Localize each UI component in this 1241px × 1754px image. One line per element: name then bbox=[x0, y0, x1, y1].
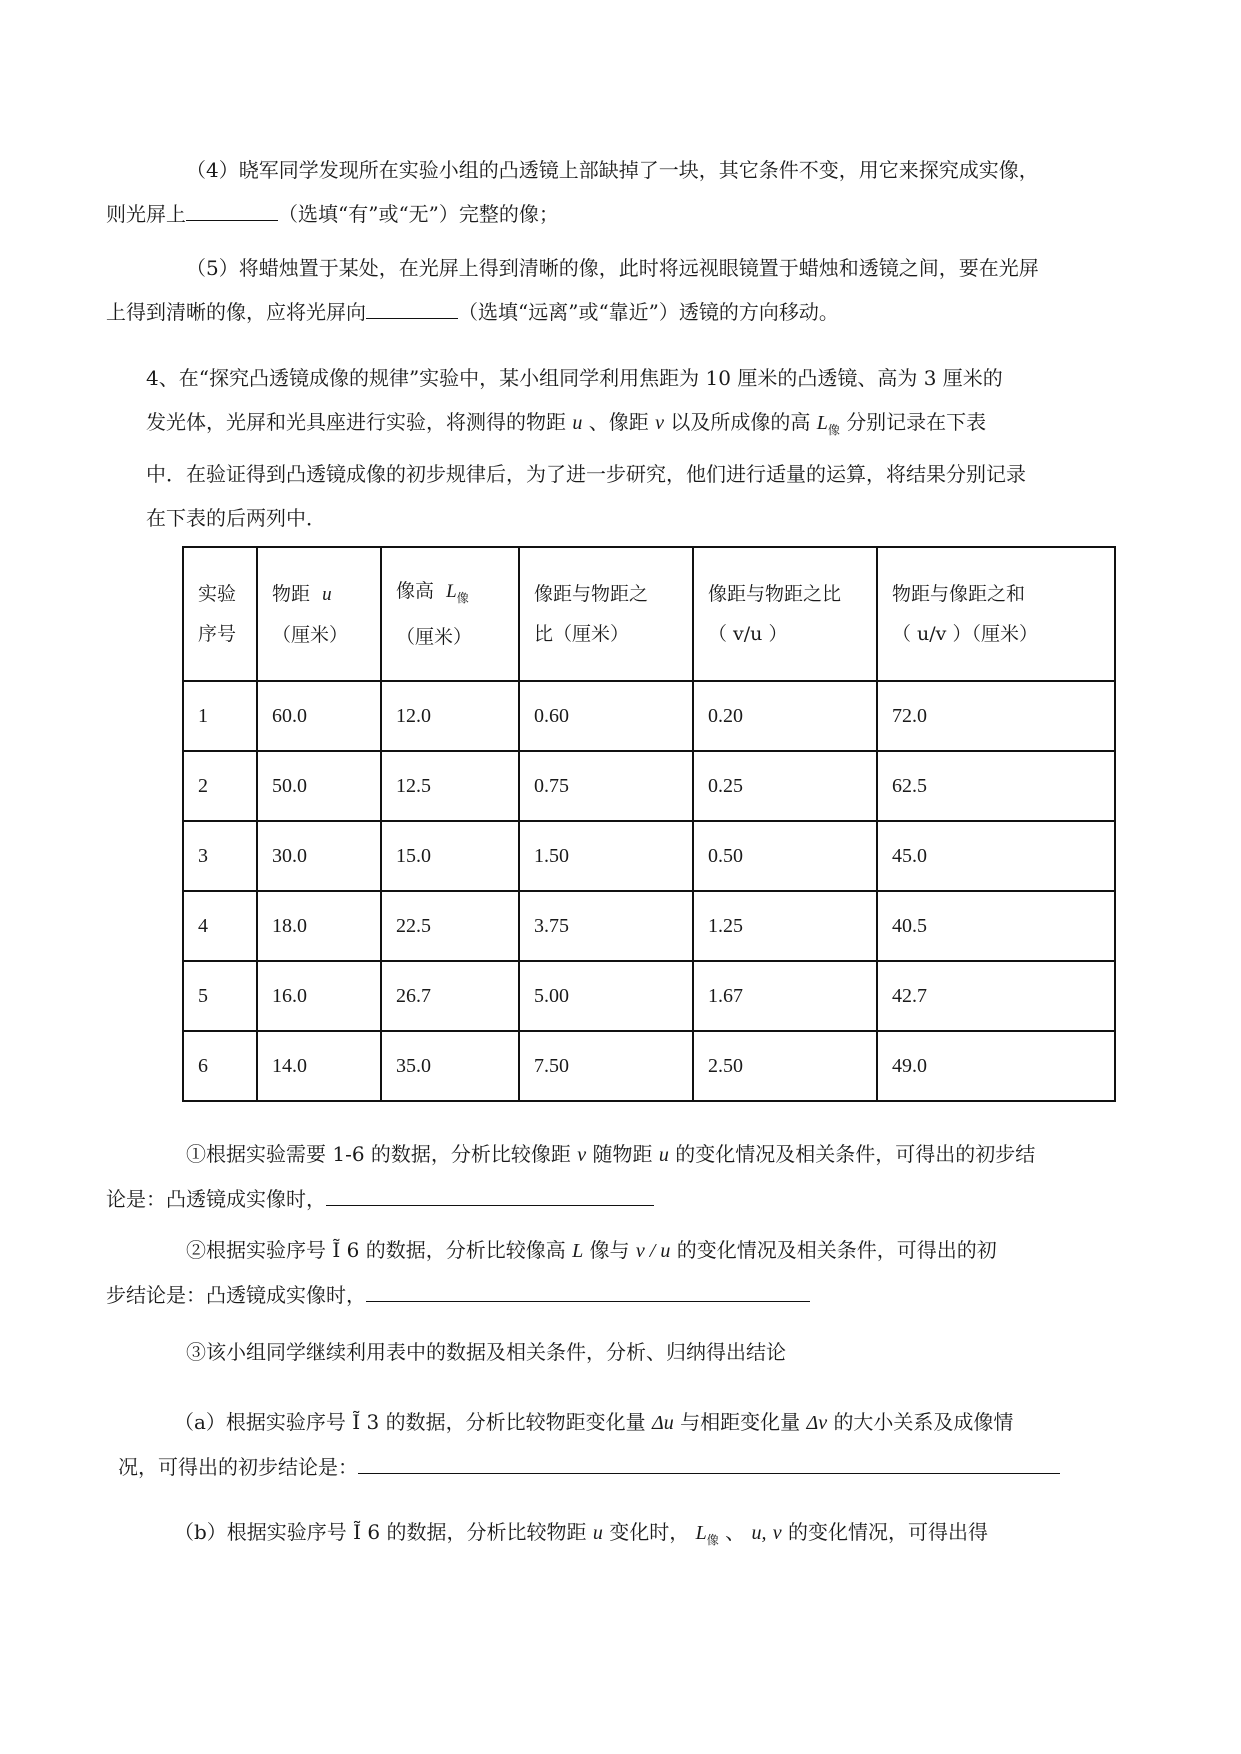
itema-line2: 况，可得出的初步结论是： bbox=[118, 1455, 358, 1479]
table-row bbox=[183, 751, 1115, 821]
table-header-row bbox=[183, 547, 1115, 681]
itemb-text-a: （b）根据实验序号 Ĩ 6 的数据，分析比较物距 bbox=[174, 1520, 587, 1544]
item3-text: ③该小组同学继续利用表中的数据及相关条件，分析、归纳得出结论 bbox=[186, 1340, 786, 1364]
table-cell: 4 bbox=[183, 891, 257, 961]
var-L-sub: 像 bbox=[827, 423, 840, 437]
part4-line1: （4）晓军同学发现所在实验小组的凸透镜上部缺掉了一块，其它条件不变，用它来探究成实像， bbox=[186, 158, 1039, 182]
itema-text-a: （a）根据实验序号 Ĩ 3 的数据，分析比较物距变化量 bbox=[174, 1410, 646, 1434]
item2-line2: 步结论是：凸透镜成实像时， bbox=[106, 1283, 366, 1307]
item-b bbox=[146, 1510, 1146, 1562]
var-u: u bbox=[572, 412, 583, 434]
header-sum-uv: 物距与像距之和 （ u/v ）（厘米） bbox=[877, 547, 1115, 681]
var-v: v bbox=[655, 412, 664, 434]
part5-line1: （5）将蜡烛置于某处，在光屏上得到清晰的像，此时将远视眼镜置于蜡烛和透镜之间，要在光屏 bbox=[186, 256, 1039, 280]
table-cell: 5 bbox=[183, 961, 257, 1031]
itemb-var-v: v bbox=[772, 1522, 782, 1544]
answer-blank-part5[interactable] bbox=[366, 317, 458, 319]
item1-line2: 论是：凸透镜成实像时， bbox=[106, 1187, 326, 1211]
table-cell: 1.67 bbox=[693, 961, 877, 1031]
question-4-intro bbox=[146, 356, 1146, 540]
table-row bbox=[183, 681, 1115, 751]
q4-line3: 中．在验证得到凸透镜成像的初步规律后，为了进一步研究，他们进行适量的运算，将结果分别记录 bbox=[146, 462, 1026, 486]
q4-line2-d: 分别记录在下表 bbox=[846, 410, 987, 434]
q4-line2-b: 、像距 bbox=[588, 410, 649, 434]
item2-text-c: 的变化情况及相关条件，可得出的初 bbox=[676, 1238, 997, 1262]
header-image-height: 像高 $L_像$ （厘米） bbox=[381, 547, 519, 681]
table-cell: 72.0 bbox=[877, 681, 1115, 751]
itema-var-du: Δu bbox=[651, 1412, 674, 1434]
header-ratio-vu: 像距与物距之比 （ v/u ） bbox=[693, 547, 877, 681]
itemb-text-c: 、 bbox=[725, 1520, 746, 1544]
table-cell: 0.20 bbox=[693, 681, 877, 751]
item2-text-b: 像与 bbox=[589, 1238, 630, 1262]
table-cell: 50.0 bbox=[257, 751, 381, 821]
itemb-var-L-sub: 像 bbox=[706, 1533, 719, 1547]
table-cell: 18.0 bbox=[257, 891, 381, 961]
table-cell: 40.5 bbox=[877, 891, 1115, 961]
itemb-text-b: 变化时， bbox=[609, 1520, 690, 1544]
table-cell: 30.0 bbox=[257, 821, 381, 891]
itema-text-c: 的大小关系及成像情 bbox=[833, 1410, 1014, 1434]
header-trial-no: 实验 序号 bbox=[183, 547, 257, 681]
header-ratio-cm: 像距与物距之 比（厘米） bbox=[519, 547, 693, 681]
item2-text-a: ②根据实验序号 Ĩ 6 的数据，分析比较像高 bbox=[186, 1238, 566, 1262]
part4-line2-post: （选填“有”或“无”）完整的像； bbox=[278, 202, 559, 226]
item2-var-L: L bbox=[572, 1240, 584, 1262]
table-cell: 3.75 bbox=[519, 891, 693, 961]
table-cell: 14.0 bbox=[257, 1031, 381, 1101]
table-row bbox=[183, 1031, 1115, 1101]
table-body bbox=[183, 681, 1115, 1101]
table-cell: 2 bbox=[183, 751, 257, 821]
item-a bbox=[118, 1400, 1146, 1489]
table-cell: 42.7 bbox=[877, 961, 1115, 1031]
table-cell: 3 bbox=[183, 821, 257, 891]
itemb-var-L: L bbox=[695, 1522, 707, 1544]
table-cell: 35.0 bbox=[381, 1031, 519, 1101]
q4-line1: 4、在“探究凸透镜成像的规律”实验中，某小组同学利用焦距为 10 厘米的凸透镜、高为 3 厘米的 bbox=[146, 366, 1003, 390]
header-object-distance: 物距 u （厘米） bbox=[257, 547, 381, 681]
item2-var-vu: v / u bbox=[635, 1240, 671, 1262]
part5-line2-post: （选填“远离”或“靠近”）透镜的方向移动。 bbox=[458, 300, 839, 324]
item-3 bbox=[146, 1330, 1146, 1374]
table-row bbox=[183, 821, 1115, 891]
var-L: L bbox=[816, 412, 828, 434]
data-table bbox=[182, 546, 1116, 1102]
table-cell: 45.0 bbox=[877, 821, 1115, 891]
table-cell: 0.50 bbox=[693, 821, 877, 891]
question-part-4 bbox=[106, 148, 1146, 236]
itema-var-dv: Δv bbox=[806, 1412, 828, 1434]
item1-text-b: 随物距 bbox=[592, 1142, 653, 1166]
table-cell: 1 bbox=[183, 681, 257, 751]
table-cell: 7.50 bbox=[519, 1031, 693, 1101]
answer-blank-part4[interactable] bbox=[186, 219, 278, 221]
table-cell: 12.0 bbox=[381, 681, 519, 751]
table-cell: 60.0 bbox=[257, 681, 381, 751]
table-cell: 15.0 bbox=[381, 821, 519, 891]
table-cell: 1.25 bbox=[693, 891, 877, 961]
table-cell: 6 bbox=[183, 1031, 257, 1101]
table-cell: 49.0 bbox=[877, 1031, 1115, 1101]
item1-text-c: 的变化情况及相关条件，可得出的初步结 bbox=[675, 1142, 1036, 1166]
table-cell: 22.5 bbox=[381, 891, 519, 961]
answer-blank-item2[interactable] bbox=[366, 1300, 810, 1302]
item-2 bbox=[106, 1228, 1146, 1317]
itema-text-b: 与相距变化量 bbox=[680, 1410, 801, 1434]
itemb-text-d: 的变化情况，可得出得 bbox=[788, 1520, 989, 1544]
answer-blank-item-a[interactable] bbox=[358, 1472, 1060, 1474]
q4-line2-a: 发光体，光屏和光具座进行实验，将测得的物距 bbox=[146, 410, 566, 434]
q4-line2-c: 以及所成像的高 bbox=[670, 410, 811, 434]
item1-text-a: ①根据实验需要 1-6 的数据，分析比较像距 bbox=[186, 1142, 571, 1166]
table-cell: 0.25 bbox=[693, 751, 877, 821]
itemb-var-u: u bbox=[592, 1522, 603, 1544]
question-part-5 bbox=[106, 246, 1146, 334]
table-cell: 0.60 bbox=[519, 681, 693, 751]
table-cell: 16.0 bbox=[257, 961, 381, 1031]
table-cell: 12.5 bbox=[381, 751, 519, 821]
table-cell: 1.50 bbox=[519, 821, 693, 891]
table-row bbox=[183, 961, 1115, 1031]
item1-var-u: u bbox=[658, 1144, 669, 1166]
table-cell: 2.50 bbox=[693, 1031, 877, 1101]
answer-blank-item1[interactable] bbox=[326, 1204, 654, 1206]
table-row bbox=[183, 891, 1115, 961]
table-cell: 5.00 bbox=[519, 961, 693, 1031]
q4-line4: 在下表的后两列中． bbox=[146, 506, 326, 530]
part5-line2-pre: 上得到清晰的像，应将光屏向 bbox=[106, 300, 366, 324]
table-cell: 26.7 bbox=[381, 961, 519, 1031]
item-1 bbox=[106, 1132, 1146, 1221]
part4-line2-pre: 则光屏上 bbox=[106, 202, 186, 226]
item1-var-v: v bbox=[577, 1144, 587, 1166]
itemb-var-u2: u, bbox=[751, 1522, 767, 1544]
table-cell: 0.75 bbox=[519, 751, 693, 821]
table-cell: 62.5 bbox=[877, 751, 1115, 821]
